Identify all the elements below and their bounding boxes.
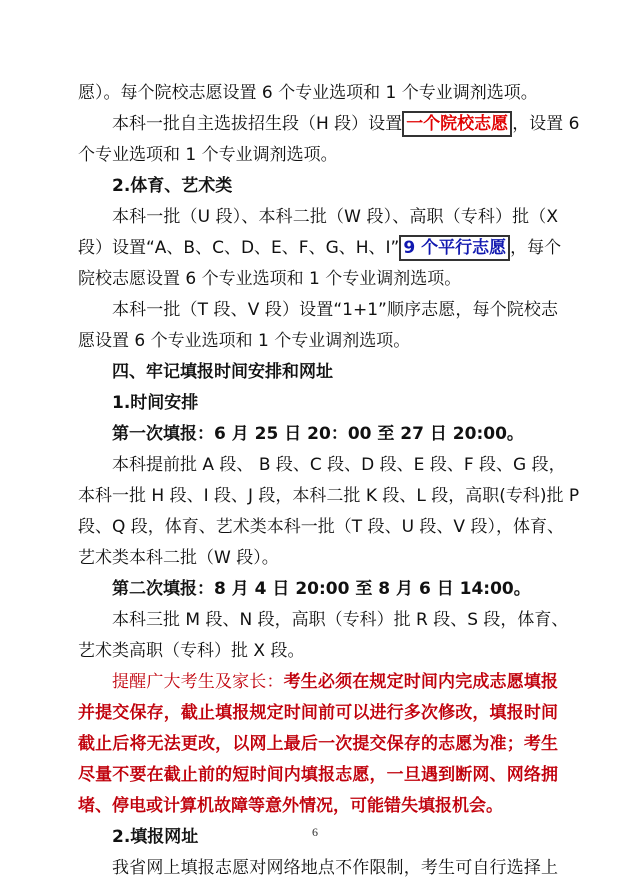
text-segment: ，每个 (510, 238, 562, 258)
text-line (78, 233, 562, 264)
text-line: 本科一批（U 段）、本科二批（W 段）、高职（专科）批（X (112, 207, 558, 227)
text-line: 本科三批 M 段、N 段，高职（专科）批 R 段、S 段，体育、 (112, 610, 569, 630)
section-heading: 2.体育、艺术类 (112, 176, 233, 196)
section-heading: 2.填报网址 (112, 827, 199, 847)
reminder-label: 提醒广大考生及家长： (112, 672, 284, 692)
reminder-line: 并提交保存，截止填报规定时间前可以进行多次修改，填报时间 (78, 703, 558, 723)
highlight-box-one-institution: 一个院校志愿 (402, 111, 512, 137)
reminder-line: 尽量不要在截止前的短时间内填报志愿，一旦遇到断网、网络拥 (78, 765, 558, 785)
reminder-line: 截止后将无法更改，以网上最后一次提交保存的志愿为准；考生 (78, 734, 558, 754)
page-number: 6 (312, 825, 318, 839)
first-round-heading: 第一次填报：6 月 25 日 20：00 至 27 日 20:00。 (112, 424, 524, 444)
section-heading: 1.时间安排 (112, 393, 199, 413)
text-line: 愿设置 6 个专业选项和 1 个专业调剂选项。 (78, 331, 411, 351)
text-line: 艺术类本科二批（W 段）。 (78, 548, 279, 568)
text-line: 个专业选项和 1 个专业调剂选项。 (78, 145, 338, 165)
second-round-heading: 第二次填报：8 月 4 日 20:00 至 8 月 6 日 14:00。 (112, 579, 531, 599)
text-line: 本科一批（T 段、V 段）设置“1+1”顺序志愿，每个院校志 (112, 300, 558, 320)
text-line: 本科一批 H 段、I 段、J 段，本科二批 K 段、L 段，高职(专科)批 P (78, 486, 580, 506)
text-segment: ，设置 6 (512, 114, 580, 134)
reminder-line: 堵、停电或计算机故障等意外情况，可能错失填报机会。 (78, 796, 503, 816)
reminder-line (78, 667, 558, 698)
text-line: 我省网上填报志愿对网络地点不作限制，考生可自行选择上 (112, 858, 558, 878)
text-line: 院校志愿设置 6 个专业选项和 1 个专业调剂选项。 (78, 269, 462, 289)
chapter-heading: 四、牢记填报时间安排和网址 (112, 362, 333, 382)
text-line: 愿）。每个院校志愿设置 6 个专业选项和 1 个专业调剂选项。 (78, 83, 538, 103)
text-segment: 本科一批自主选拔招生段（H 段）设置 (112, 114, 403, 134)
text-line: 艺术类高职（专科）批 X 段。 (78, 641, 305, 661)
highlight-box-nine-parallel: 9 个平行志愿 (399, 235, 510, 261)
text-segment: 段）设置“A、B、C、D、E、F、G、H、I” (78, 238, 400, 258)
text-line (78, 109, 580, 140)
text-line: 段、Q 段，体育、艺术类本科一批（T 段、U 段、V 段），体育、 (78, 517, 564, 537)
page-content (78, 78, 580, 884)
text-line: 本科提前批 A 段、 B 段、C 段、D 段、E 段、F 段、G 段， (112, 455, 566, 475)
reminder-text: 考生必须在规定时间内完成志愿填报 (283, 672, 559, 692)
